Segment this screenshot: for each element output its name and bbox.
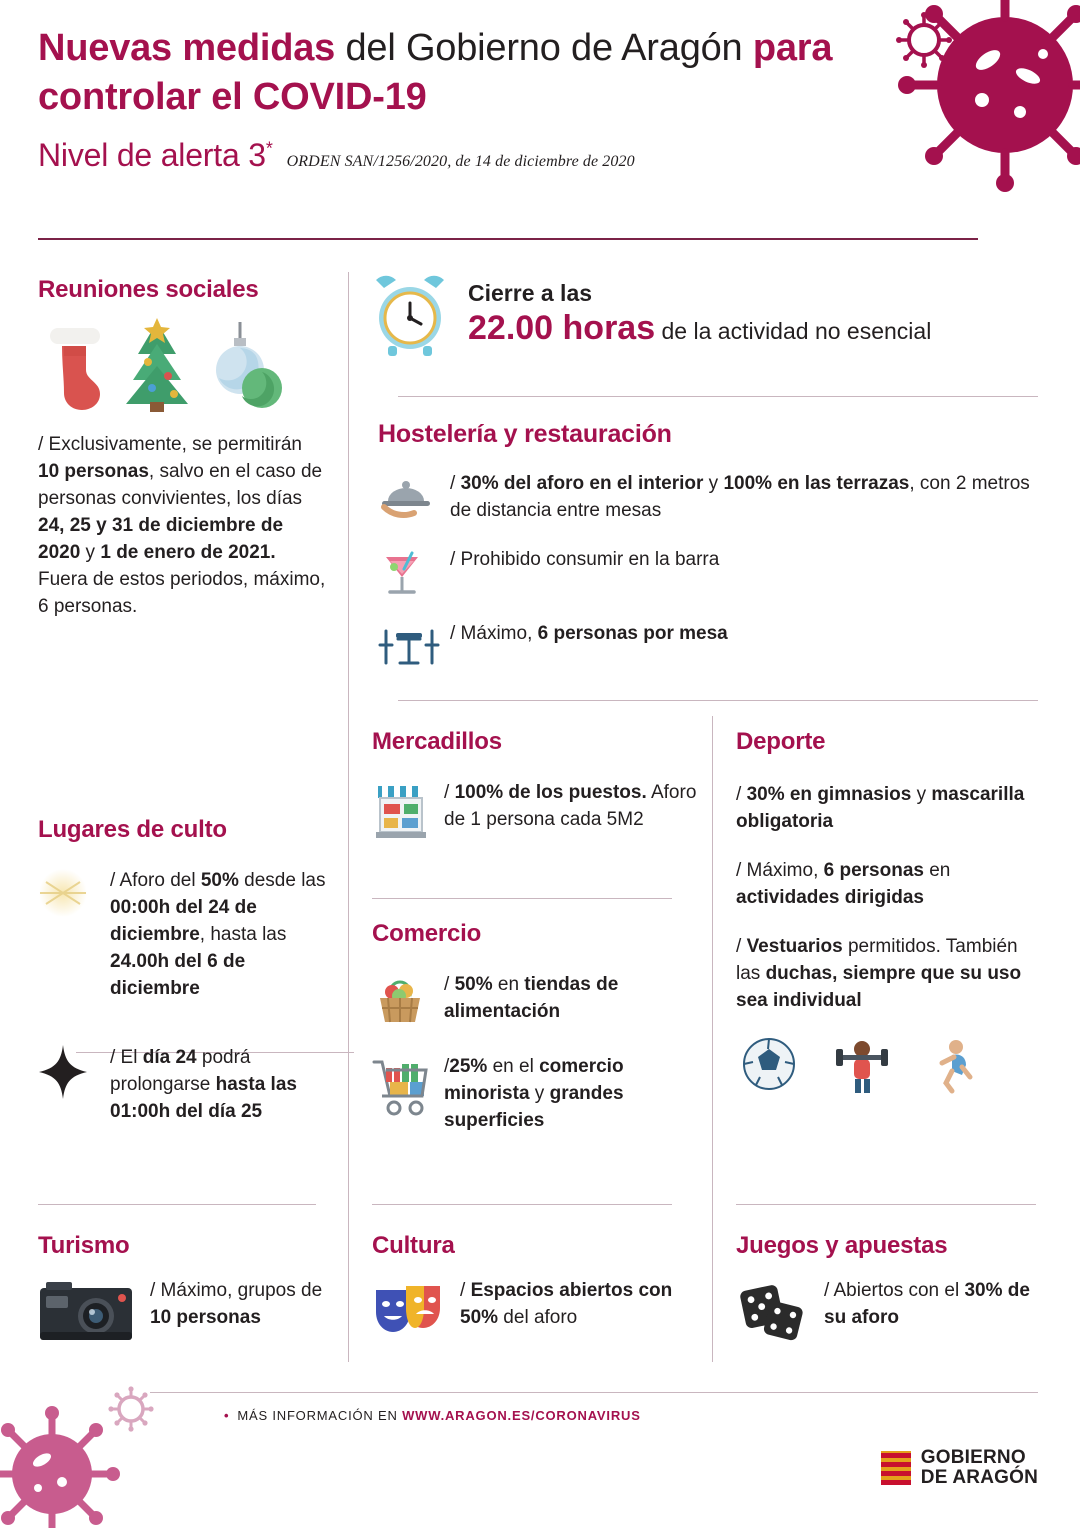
hospitality-item-2-text: / Prohibido consumir en la barra bbox=[450, 548, 720, 570]
closing-time-text bbox=[468, 280, 931, 348]
dice-icon bbox=[736, 1278, 808, 1344]
theatre-masks-icon bbox=[372, 1278, 444, 1340]
alert-level-label: Nivel de alerta 3 bbox=[38, 137, 266, 174]
sport-icons bbox=[742, 1037, 1036, 1095]
closing-time-block bbox=[372, 272, 1038, 356]
sport-item-3-text: / Vestuarios permitidos. También las duchas, siempre que su uso sea individual bbox=[736, 935, 1022, 1011]
christmas-stocking-icon bbox=[42, 322, 104, 414]
markets-item-1 bbox=[372, 780, 702, 842]
section-title-sport: Deporte bbox=[736, 728, 826, 755]
closing-time-line1: Cierre a las bbox=[468, 280, 593, 306]
section-title-social: Reuniones sociales bbox=[38, 276, 259, 303]
section-hospitality bbox=[378, 420, 1038, 687]
title-accent-2: para controlar el COVID-19 bbox=[38, 27, 833, 118]
section-commerce bbox=[372, 920, 702, 1151]
header bbox=[38, 24, 1038, 174]
soccer-ball-icon bbox=[742, 1037, 796, 1091]
section-social bbox=[38, 276, 326, 1122]
market-stall-icon bbox=[372, 780, 428, 842]
aragon-flag-icon bbox=[881, 1451, 911, 1485]
section-tourism bbox=[38, 1232, 338, 1360]
section-title-worship: Lugares de culto bbox=[38, 816, 227, 843]
section-title-culture: Cultura bbox=[372, 1232, 455, 1259]
gobierno-aragon-text bbox=[921, 1448, 1038, 1488]
divider-left-2 bbox=[38, 1204, 316, 1205]
header-divider bbox=[38, 238, 978, 240]
culture-item bbox=[372, 1278, 702, 1340]
alarm-clock-icon bbox=[372, 272, 448, 356]
gambling-text: / Abiertos con el 30% de su aforo bbox=[824, 1280, 1030, 1328]
christmas-tree-icon bbox=[118, 318, 196, 414]
worship-item-1-text: / Aforo del 50% desde las 00:00h del 24 de diciembre, hasta las 24.00h del 6 de diciembre bbox=[110, 870, 326, 999]
hospitality-item-2 bbox=[378, 547, 1038, 599]
hospitality-item-3-text: / Máximo, 6 personas por mesa bbox=[450, 622, 728, 644]
alert-level-asterisk: * bbox=[265, 138, 273, 159]
commerce-item-2 bbox=[372, 1054, 702, 1135]
divider-vertical-right bbox=[712, 716, 713, 1362]
worship-item-2 bbox=[38, 1045, 338, 1126]
logo-line-1: GOBIERNO bbox=[920, 1447, 1026, 1468]
subtitle-row bbox=[38, 137, 878, 174]
shopping-cart-icon bbox=[372, 1054, 428, 1120]
markets-item-1-text: / 100% de los puestos. Aforo de 1 persona cada 5M2 bbox=[444, 782, 697, 830]
section-title-markets: Mercadillos bbox=[372, 728, 502, 755]
section-title-tourism: Turismo bbox=[38, 1232, 130, 1259]
order-reference: ORDEN SAN/1256/2020, de 14 de diciembre de 2020 bbox=[286, 153, 635, 171]
weightlifting-icon bbox=[834, 1037, 890, 1095]
social-text: / Exclusivamente, se permitirán 10 personas, salvo en el caso de personas convivientes, los días 24, 25 y 31 de diciembre de 2020 y 1 de enero de 2021. Fuera de estos periodos, máximo, 6 personas. bbox=[38, 434, 326, 617]
divider-hospitality-top bbox=[398, 396, 1038, 397]
section-gambling bbox=[736, 1232, 1036, 1360]
tourism-item bbox=[38, 1278, 338, 1344]
virus-decoration-bottom-left bbox=[0, 1400, 150, 1528]
page-title bbox=[38, 24, 868, 121]
worship-item-1 bbox=[38, 868, 338, 1003]
section-worship bbox=[38, 816, 338, 1142]
footer-url[interactable]: WWW.ARAGON.ES/CORONAVIRUS bbox=[402, 1408, 641, 1423]
section-culture bbox=[372, 1232, 702, 1356]
worship-item-2-text: / El día 24 podrá prolongarse hasta las 01:00h del día 25 bbox=[110, 1046, 297, 1122]
divider-mid-1 bbox=[372, 898, 672, 899]
closing-hours: 22.00 horas bbox=[468, 309, 656, 347]
hospitality-item-1-text: / 30% del aforo en el interior y 100% en las terrazas, con 2 metros de distancia entre mesas bbox=[450, 473, 1030, 521]
title-plain: del Gobierno de Aragón bbox=[335, 27, 753, 69]
logo-line-2: DE ARAGÓN bbox=[920, 1466, 1038, 1488]
christmas-bauble-icon bbox=[210, 318, 284, 414]
christmas-icons bbox=[42, 318, 326, 414]
sport-item-2-text: / Máximo, 6 personas en actividades dirigidas bbox=[736, 859, 951, 908]
tourism-text: / Máximo, grupos de 10 personas bbox=[150, 1280, 323, 1328]
sport-item-1-text: / 30% en gimnasios y mascarilla obligatoria bbox=[736, 784, 1025, 832]
divider-vertical-left bbox=[348, 272, 349, 1362]
commerce-item-2-text: /25% en el comercio minorista y grandes superficies bbox=[444, 1056, 624, 1131]
divider-hospitality-bottom bbox=[398, 700, 1038, 701]
gambling-item bbox=[736, 1278, 1036, 1344]
culture-text: / Espacios abiertos con 50% del aforo bbox=[460, 1280, 673, 1328]
serving-dish-icon bbox=[378, 471, 434, 519]
virus-decoration-bottom-small bbox=[108, 1386, 154, 1432]
virus-icon-small-bottom bbox=[108, 1386, 154, 1432]
divider-right-1 bbox=[736, 1204, 1036, 1205]
section-title-commerce: Comercio bbox=[372, 920, 482, 947]
section-markets bbox=[372, 728, 702, 858]
hospitality-item-1 bbox=[378, 471, 1038, 525]
closing-time-line2 bbox=[468, 309, 931, 348]
cocktail-icon bbox=[378, 547, 434, 599]
footer-divider bbox=[150, 1392, 1038, 1393]
section-title-hospitality: Hostelería y restauración bbox=[378, 420, 672, 448]
footer-info-label: MÁS INFORMACIÓN EN bbox=[237, 1408, 403, 1423]
food-basket-icon bbox=[372, 972, 428, 1028]
star-icon bbox=[38, 1045, 94, 1103]
commerce-item-1 bbox=[372, 972, 702, 1028]
hospitality-item-3 bbox=[378, 621, 1038, 671]
gobierno-aragon-logo bbox=[881, 1448, 1038, 1488]
alert-level bbox=[38, 137, 273, 174]
virus-icon-bottom bbox=[0, 1400, 150, 1528]
footer-info bbox=[224, 1408, 641, 1423]
camera-icon bbox=[38, 1278, 134, 1344]
light-rays-icon bbox=[38, 868, 94, 918]
title-accent-1: Nuevas medidas bbox=[38, 27, 336, 69]
closing-hours-tail: de la actividad no esencial bbox=[655, 318, 932, 344]
commerce-item-1-text: / 50% en tiendas de alimentación bbox=[444, 974, 619, 1022]
footer-bullet: • bbox=[224, 1408, 230, 1423]
divider-mid-2 bbox=[372, 1204, 672, 1205]
section-sport bbox=[736, 728, 1036, 1095]
running-icon bbox=[928, 1037, 976, 1095]
section-title-gambling: Juegos y apuestas bbox=[736, 1232, 948, 1259]
table-chairs-icon bbox=[378, 621, 434, 671]
